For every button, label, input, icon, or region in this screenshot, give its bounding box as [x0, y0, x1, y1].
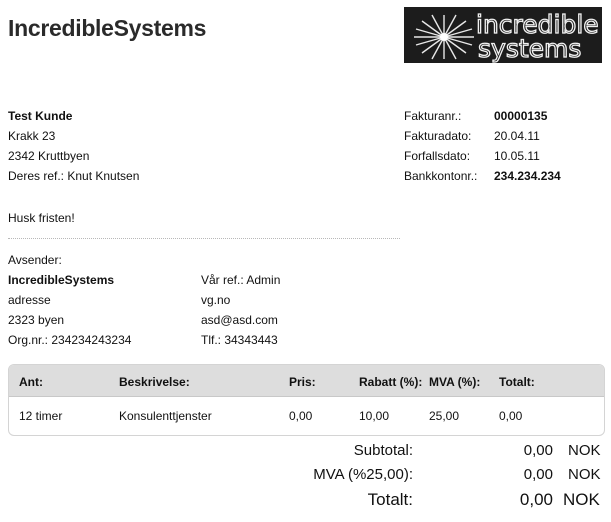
customer-name: Test Kunde [8, 109, 73, 123]
column-header-quantity: Ant: [19, 375, 43, 389]
due-date-label: Forfallsdato: [404, 149, 471, 163]
subtotal-value: 0,00 [523, 442, 553, 459]
cell-discount: 10,00 [359, 409, 390, 423]
column-header-description: Beskrivelse: [119, 375, 190, 389]
sender-website: vg.no [201, 293, 231, 307]
cell-vat: 25,00 [429, 409, 460, 423]
sender-phone: Tlf.: 34343443 [201, 333, 278, 347]
starburst-icon [414, 15, 474, 59]
customer-ref: Deres ref.: Knut Knutsen [8, 169, 140, 183]
column-header-discount: Rabatt (%): [359, 375, 423, 389]
invoice-date-label: Fakturadato: [404, 129, 472, 143]
company-logo [404, 7, 602, 63]
vat-label: MVA (%25,00): [313, 466, 413, 483]
cell-quantity: 12 timer [19, 409, 63, 423]
logo-text-line2: systems [478, 34, 582, 63]
sender-postal: 2323 byen [8, 313, 65, 327]
due-date-value: 10.05.11 [494, 149, 540, 163]
column-header-price: Pris: [289, 375, 316, 389]
invoice-items-table [8, 364, 605, 436]
logo-text-line1: incredible [476, 10, 599, 39]
subtotal-currency: NOK [568, 442, 601, 459]
customer-postal: 2342 Kruttbyen [8, 149, 90, 163]
total-label: Totalt: [367, 490, 413, 509]
column-header-vat: MVA (%): [429, 375, 481, 389]
subtotal-label: Subtotal: [353, 442, 413, 459]
sender-org-number: Org.nr.: 234234243234 [8, 333, 132, 347]
table-header [9, 365, 604, 397]
bank-account-label: Bankkontonr.: [404, 169, 478, 183]
vat-currency: NOK [568, 466, 601, 483]
company-title: IncredibleSystems [8, 15, 207, 41]
cell-total: 0,00 [499, 409, 523, 423]
invoice-number-label: Fakturanr.: [404, 109, 462, 123]
customer-address: Krakk 23 [8, 129, 56, 143]
bank-account-value: 234.234.234 [494, 169, 561, 183]
vat-value: 0,00 [523, 466, 553, 483]
invoice-note: Husk fristen! [8, 211, 75, 225]
cell-description: Konsulenttjenster [119, 409, 212, 423]
our-reference: Vår ref.: Admin [201, 273, 281, 287]
cell-price: 0,00 [289, 409, 313, 423]
column-header-total: Totalt: [499, 375, 535, 389]
sender-heading: Avsender: [8, 253, 62, 267]
invoice-date-value: 20.04.11 [494, 129, 540, 143]
divider [8, 238, 400, 239]
total-value: 0,00 [519, 490, 553, 509]
total-currency: NOK [563, 490, 600, 509]
sender-address: adresse [8, 293, 51, 307]
invoice-number-value: 00000135 [494, 109, 548, 123]
sender-email: asd@asd.com [201, 313, 278, 327]
sender-name: IncredibleSystems [8, 273, 115, 287]
